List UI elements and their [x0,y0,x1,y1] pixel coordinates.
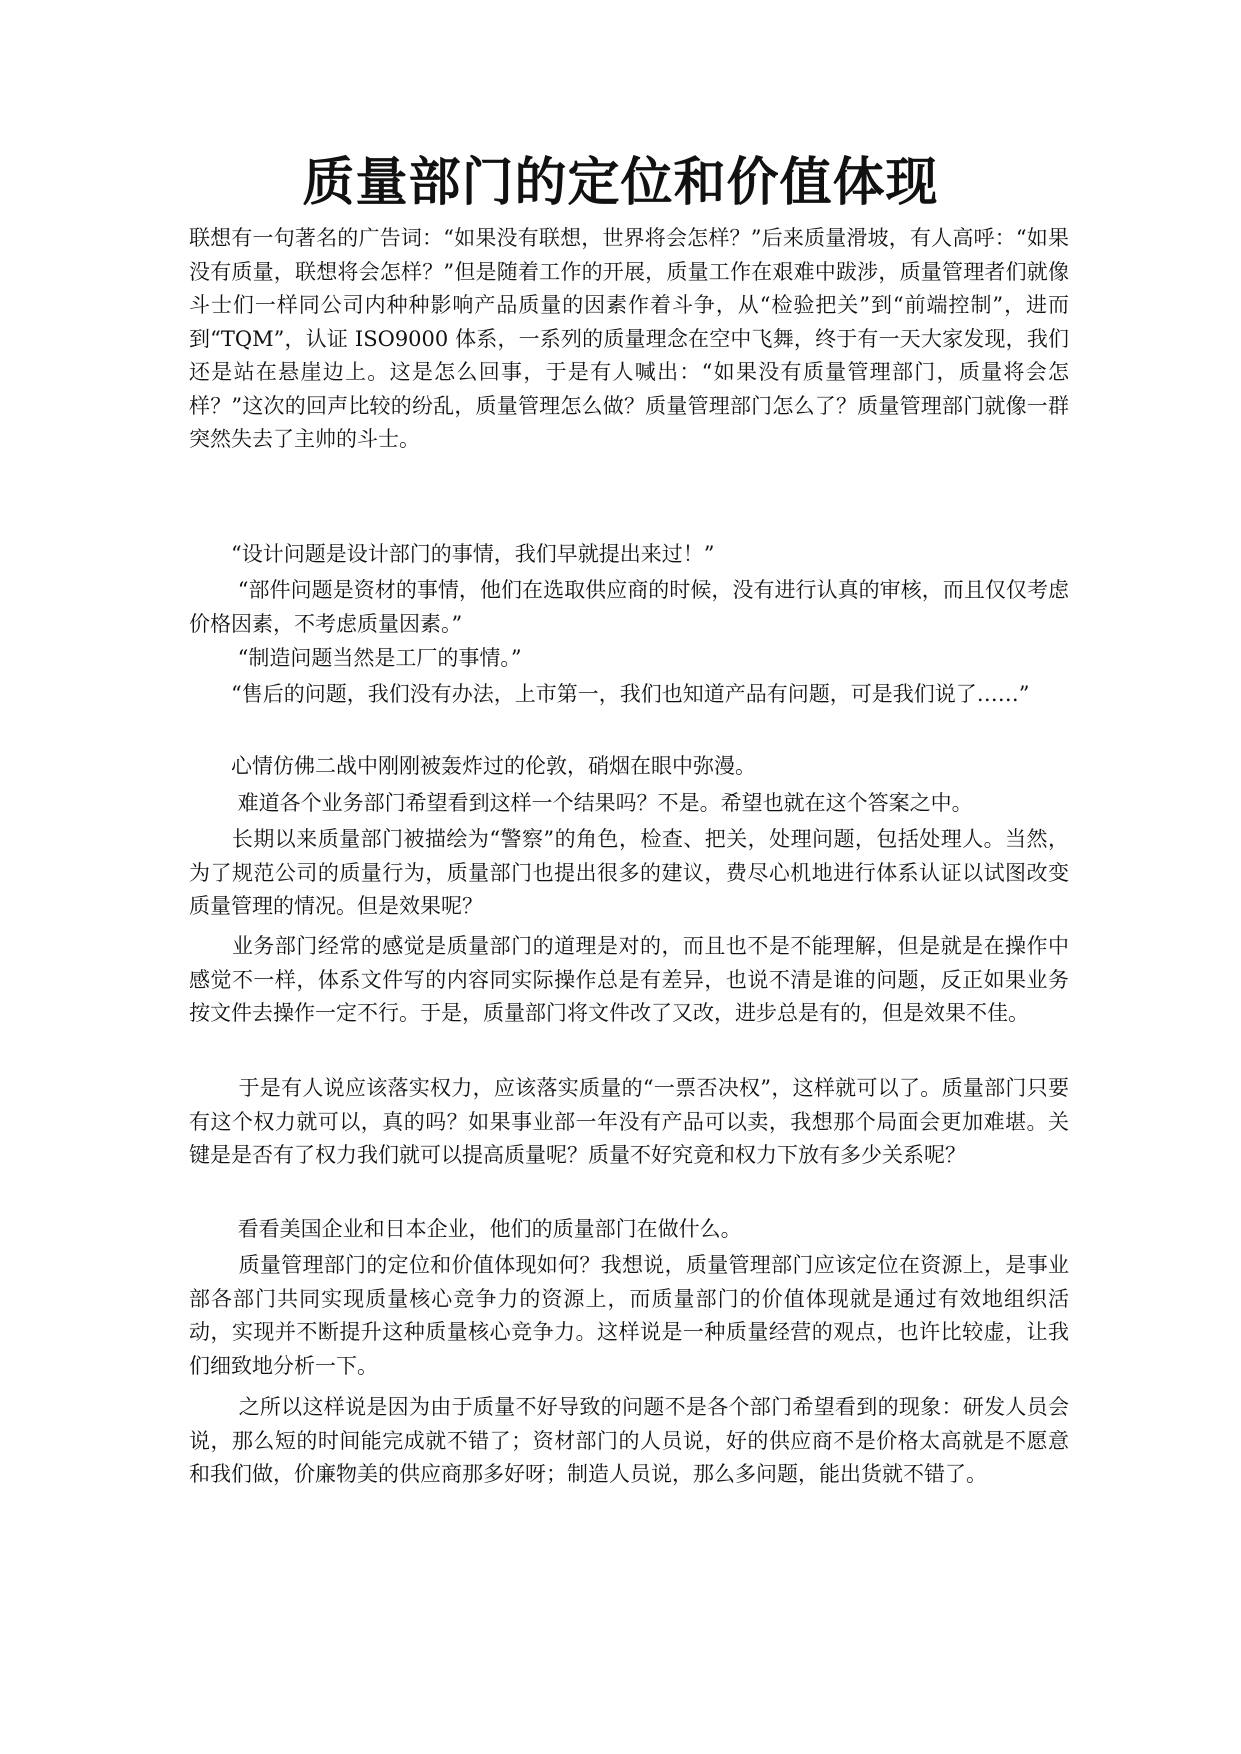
paragraph-mood: 心情仿佛二战中刚刚被轰炸过的伦敦，硝烟在眼中弥漫。 [189,754,756,778]
paragraph-quote-aftersales: “售后的问题，我们没有办法，上市第一，我们也知道产品有问题，可是我们说了……” [189,682,1030,706]
paragraph-veto-power: 于是有人说应该落实权力，应该落实质量的“一票否决权”，这样就可以了。质量部门只要有这个权力就可以，真的吗？如果事业部一年没有产品可以卖，我想那个局面会更加难堪。关键是是否有了权力我们就可以提高质量呢？质量不好究竟和权力下放有多少关系呢？ [189,1076,1069,1167]
paragraph-us-japan: 看看美国企业和日本企业，他们的质量部门在做什么。 [189,1217,742,1241]
paragraph-quote-design: “设计问题是设计部门的事情，我们早就提出来过！” [189,542,715,566]
paragraph-reason: 之所以这样说是因为由于质量不好导致的问题不是各个部门希望看到的现象：研发人员会说，那么短的时间能完成就不错了；资材部门的人员说，好的供应商不是价格太高就是不愿意和我们做，价廉物美的供应商那多好呀；制造人员说，那么多问题，能出货就不错了。 [189,1395,1069,1486]
document-title: 质量部门的定位和价值体现 [302,152,939,213]
paragraph-intro: 联想有一句著名的广告词：“如果没有联想，世界将会怎样？”后来质量滑坡，有人高呼：“如果没有质量，联想将会怎样？”但是随着工作的开展，质量工作在艰难中跋涉，质量管理者们就像斗士们一样同公司内种种影响产品质量的因素作着斗争，从“检验把关”到“前端控制”，进而到“TQM”，认证 ISO9000 体系，一系列的质量理念在空中飞舞，终于有一天大家发现，我们还是站在悬崖边上。这是怎么回事，于是有人喊出：“如果没有质量管理部门，质量将会怎样？”这次的回声比较的纷乱，质量管理怎么做？质量管理部门怎么了？质量管理部门就像一群突然失去了主帅的斗士。 [189,226,1069,451]
paragraph-quote-manufacturing: “制造问题当然是工厂的事情。” [189,646,522,670]
paragraph-police-role: 长期以来质量部门被描绘为“警察”的角色，检查、把关，处理问题，包括处理人。当然，为了规范公司的质量行为，质量部门也提出很多的建议，费尽心机地进行体系认证以试图改变质量管理的情况。但是效果呢？ [189,827,1069,918]
paragraph-quote-parts: “部件问题是资材的事情，他们在选取供应商的时候，没有进行认真的审核，而且仅仅考虑价格因素，不考虑质量因素。” [189,578,1069,636]
paragraph-business-feeling: 业务部门经常的感觉是质量部门的道理是对的，而且也不是不能理解，但是就是在操作中感觉不一样，体系文件写的内容同实际操作总是有差异，也说不清是谁的问题，反正如果业务按文件去操作一定不行。于是，质量部门将文件改了又改，进步总是有的，但是效果不佳。 [189,934,1069,1025]
paragraph-question: 难道各个业务部门希望看到这样一个结果吗？不是。希望也就在这个答案之中。 [189,791,973,815]
paragraph-positioning: 质量管理部门的定位和价值体现如何？我想说，质量管理部门应该定位在资源上，是事业部各部门共同实现质量核心竞争力的资源上，而质量部门的价值体现就是通过有效地组织活动，实现并不断提升这种质量核心竞争力。这样说是一种质量经营的观点，也许比较虚，让我们细致地分析一下。 [189,1253,1069,1378]
